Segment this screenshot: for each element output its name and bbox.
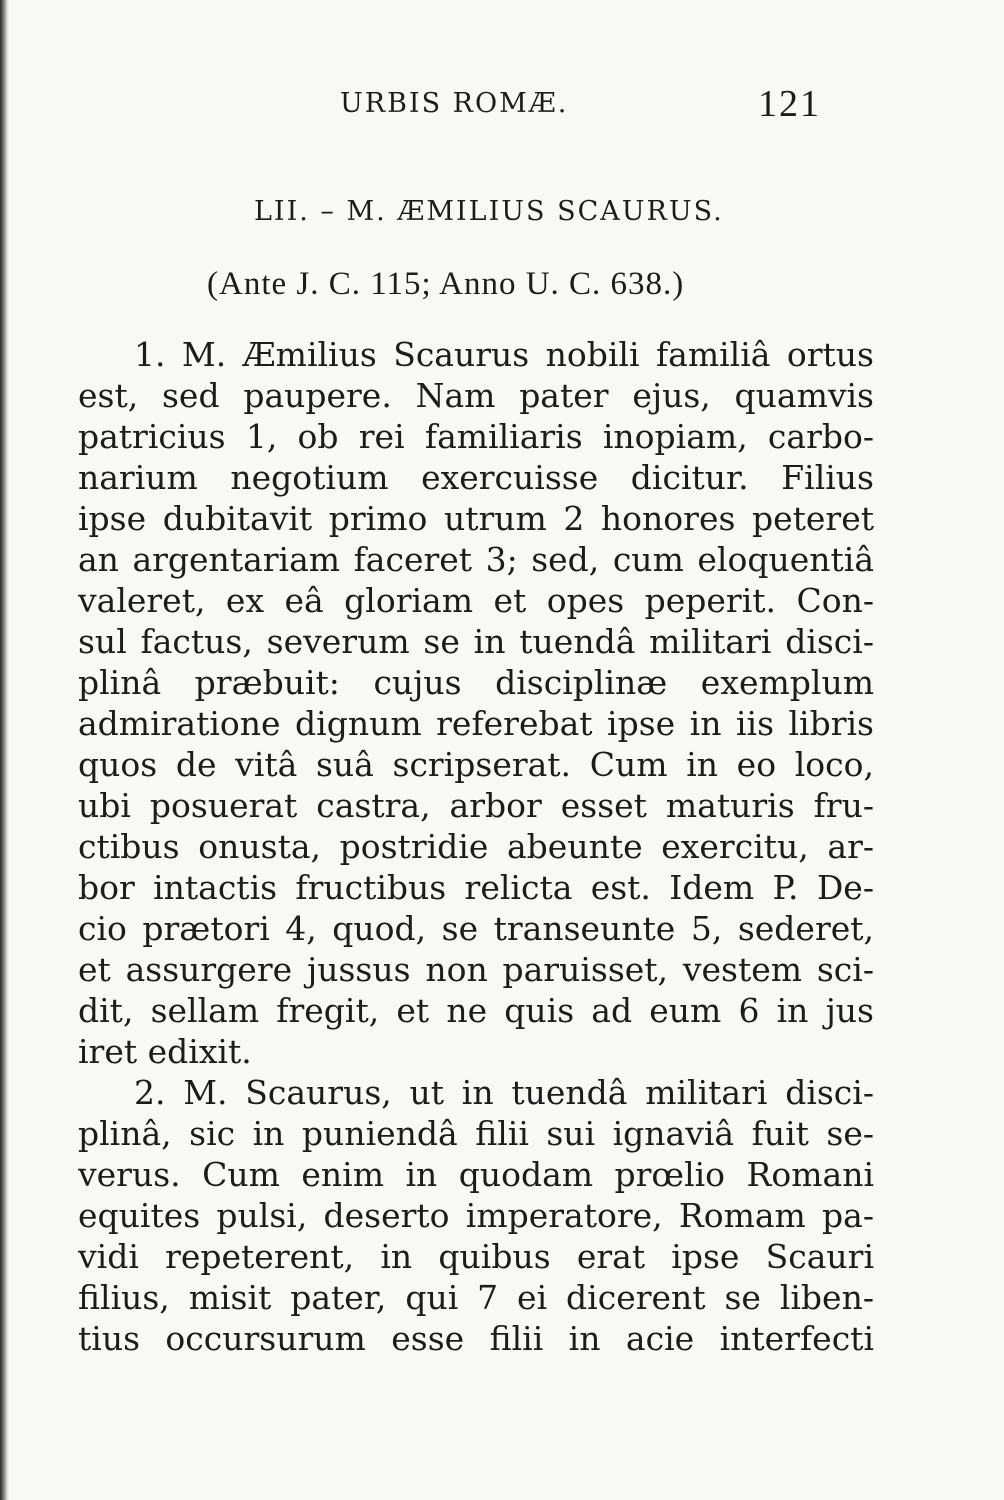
text-line: tius occursurum esse filii in acie interfecti [78, 1319, 874, 1358]
text-line: plinâ præbuit: cujus disciplinæ exemplum [78, 663, 874, 702]
page-number: 121 [758, 83, 821, 125]
text-line: patricius 1, ob rei familiaris inopiam, carbo- [78, 417, 874, 456]
text-line: admiratione dignum referebat ipse in iis libris [78, 704, 874, 743]
text-line: plinâ, sic in puniendâ filii sui ignaviâ fuit se- [78, 1114, 874, 1153]
text-line: sul factus, severum se in tuendâ militari disci- [78, 622, 874, 661]
page-gutter-edge [0, 0, 9, 1500]
text-line: est, sed paupere. Nam pater ejus, quamvis [78, 376, 874, 415]
text-line: verus. Cum enim in quodam prœlio Romani [78, 1155, 874, 1194]
chapter-heading: LII. – M. ÆMILIUS SCAURUS. [254, 196, 724, 227]
text-line: an argentariam faceret 3; sed, cum eloquentiâ [78, 540, 874, 579]
text-line: filius, misit pater, qui 7 ei dicerent se liben- [78, 1278, 874, 1317]
text-line: iret edixit. [78, 1032, 252, 1071]
text-line: quos de vitâ suâ scripserat. Cum in eo loco, [78, 745, 874, 784]
text-line: et assurgere jussus non paruisset, vestem sci- [78, 950, 874, 989]
text-line: equites pulsi, deserto imperatore, Romam pa- [78, 1196, 874, 1235]
body-text [78, 334, 874, 1359]
text-line: valeret, ex eâ gloriam et opes peperit. Con- [78, 581, 874, 620]
text-line: vidi repeterent, in quibus erat ipse Scauri [78, 1237, 874, 1276]
text-line: ipse dubitavit primo utrum 2 honores peteret [78, 499, 874, 538]
text-line: dit, sellam fregit, et ne quis ad eum 6 in jus [78, 991, 874, 1030]
text-line: ctibus onusta, postridie abeunte exercitu, ar- [78, 827, 874, 866]
chapter-dates: (Ante J. C. 115; Anno U. C. 638.) [207, 266, 685, 302]
text-line: ubi posuerat castra, arbor esset maturis fru- [78, 786, 874, 825]
text-line: 2. M. Scaurus, ut in tuendâ militari disci- [134, 1073, 874, 1112]
running-head: URBIS ROMÆ. [340, 88, 569, 119]
text-line: 1. M. Æmilius Scaurus nobili familiâ ortus [134, 335, 874, 374]
text-line: bor intactis fructibus relicta est. Idem P. De- [78, 868, 874, 907]
text-line: narium negotium exercuisse dicitur. Filius [78, 458, 874, 497]
text-line: cio prætori 4, quod, se transeunte 5, sederet, [78, 909, 874, 948]
